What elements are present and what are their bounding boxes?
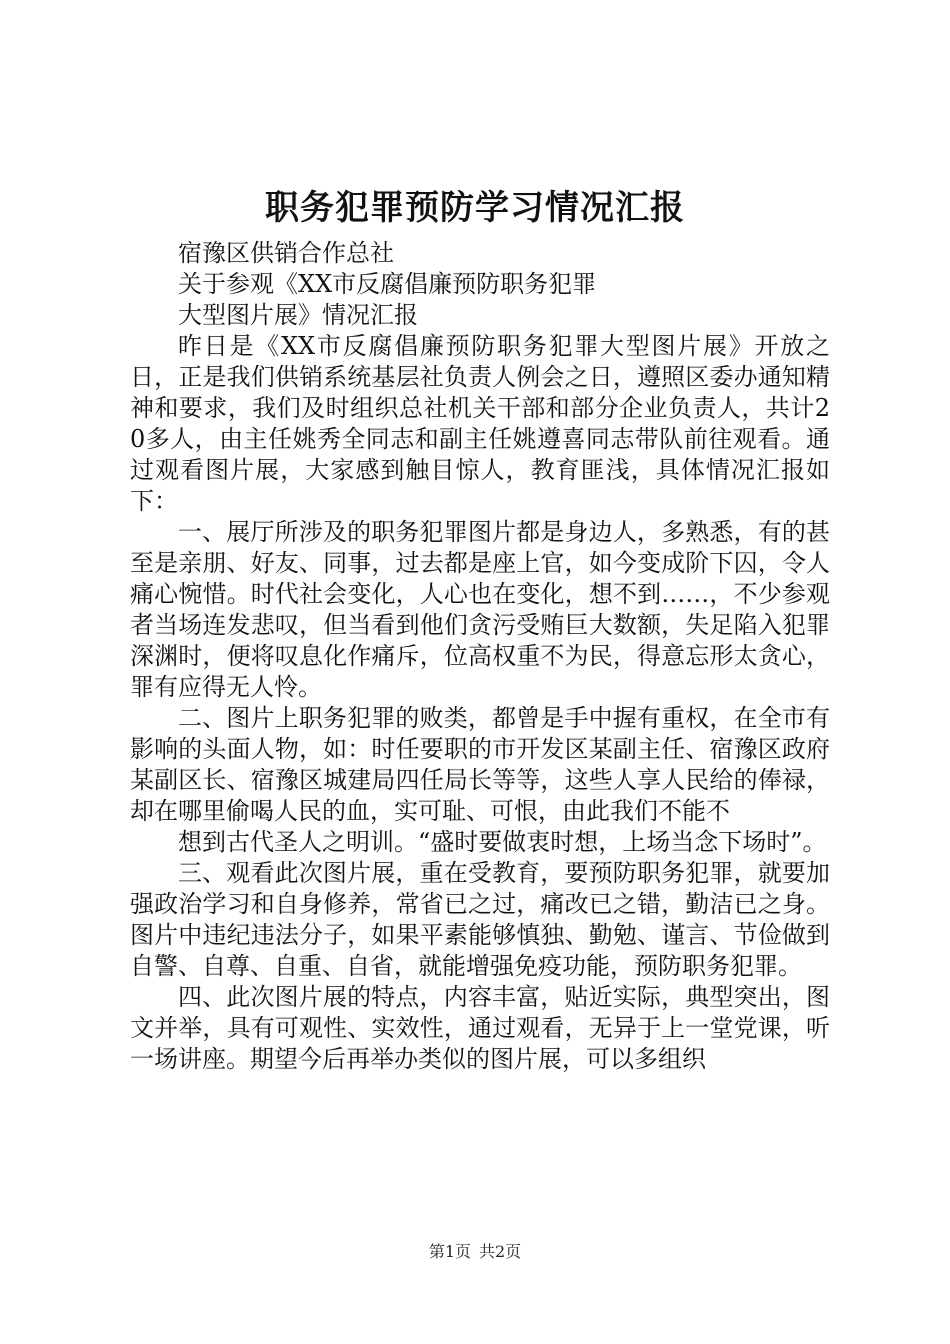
subject-line-1: 关于参观《XX市反腐倡廉预防职务犯罪 [178, 270, 597, 298]
point-four-paragraph: 四、此次图片展的特点，内容丰富，贴近实际，典型突出，图文并举，具有可观性、实效性，通过观看，无异于上一堂党课，听一场讲座。期望今后再举办类似的图片展，可以多组织 [130, 983, 830, 1073]
document-title: 职务犯罪预防学习情况汇报 [265, 188, 685, 228]
point-three-paragraph: 三、观看此次图片展，重在受教育，要预防职务犯罪，就要加强政治学习和自身修养，常省已之过，痛改已之错，勤洁已之身。图片中违纪违法分子，如果平素能够慎独、勤勉、谨言、节俭做到自警、自尊、自重、自省，就能增强免疫功能，预防职务犯罪。 [130, 859, 830, 980]
org-name-line: 宿豫区供销合作总社 [178, 239, 394, 267]
document-body [130, 238, 830, 1075]
point-two-paragraph: 二、图片上职务犯罪的败类，都曾是手中握有重权，在全市有影响的头面人物，如：时任要职的市开发区某副主任、宿豫区政府某副区长、宿豫区城建局四任局长等等，这些人享人民给的俸禄，却在哪里偷喝人民的血，实可耻、可恨，由此我们不能不 [130, 704, 830, 825]
page-footer [0, 1240, 950, 1264]
page-total: 共2页 [479, 1242, 522, 1261]
subject-line-2: 大型图片展》情况汇报 [178, 301, 418, 329]
quote-paragraph: 想到古代圣人之明训。“盛时要做衷时想，上场当念下场时”。 [178, 828, 827, 856]
intro-paragraph: 昨日是《XX市反腐倡廉预防职务犯罪大型图片展》开放之日，正是我们供销系统基层社负责人例会之日，遵照区委办通知精神和要求，我们及时组织总社机关干部和部分企业负责人，共计20多人，由主任姚秀全同志和副主任姚遵喜同志带队前往观看。通过观看图片展，大家感到触目惊人，教育匪浅，具体情况汇报如下： [130, 332, 830, 515]
point-one-paragraph: 一、展厅所涉及的职务犯罪图片都是身边人，多熟悉，有的甚至是亲朋、好友、同事，过去都是座上官，如今变成阶下囚，令人痛心惋惜。时代社会变化，人心也在变化，想不到……，不少参观者当场连发悲叹，但当看到他们贪污受贿巨大数额，失足陷入犯罪深渊时，便将叹息化作痛斥，位高权重不为民，得意忘形太贪心，罪有应得无人怜。 [130, 518, 830, 701]
page-number: 第1页 [428, 1242, 471, 1261]
